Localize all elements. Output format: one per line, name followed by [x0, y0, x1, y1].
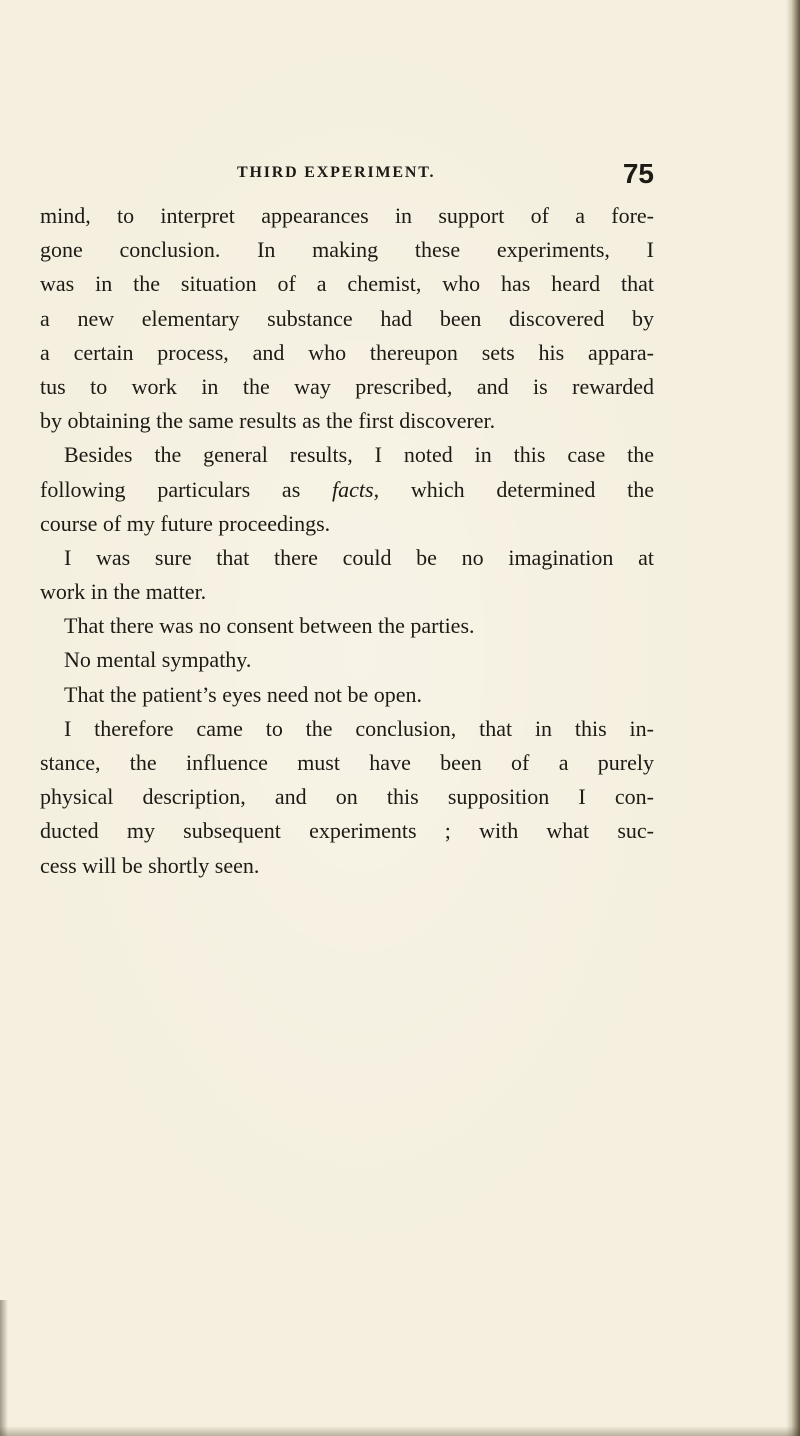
- text-line: was in the situation of a chemist, who has heard that: [40, 271, 654, 297]
- text-line: ducted my subsequent experiments ; with what suc-: [40, 818, 654, 844]
- text-line: physical description, and on this supposition I con-: [40, 784, 654, 810]
- text-line: work in the matter.: [40, 579, 207, 605]
- body-text: [40, 199, 654, 883]
- page-number: 75: [622, 158, 654, 189]
- text-line: cess will be shortly seen.: [40, 852, 260, 878]
- text-line: No mental sympathy.: [64, 647, 252, 673]
- page-header: [40, 158, 654, 192]
- text-line: tus to work in the way prescribed, and is rewarded: [40, 373, 654, 399]
- page-gutter-shadow: [0, 1300, 8, 1436]
- text-line: course of my future proceedings.: [40, 510, 331, 536]
- text-line: gone conclusion. In making these experiments, I: [40, 237, 654, 263]
- text-line: That there was no consent between the parties.: [64, 613, 475, 639]
- text-line: by obtaining the same results as the first discoverer.: [40, 408, 496, 434]
- text-line: I therefore came to the conclusion, that in this in-: [64, 715, 654, 741]
- text-segment: following particulars as: [40, 476, 301, 502]
- text-line: I was sure that there could be no imagination at: [64, 544, 654, 570]
- text-line: Besides the general results, I noted in this case the: [64, 442, 654, 468]
- text-line-with-italic: [40, 473, 654, 507]
- page-edge-shadow: [786, 0, 800, 1436]
- text-line: stance, the influence must have been of a purely: [40, 750, 654, 775]
- text-line: a new elementary substance had been discovered by: [40, 305, 654, 331]
- text-line: mind, to interpret appearances in support of a fore-: [40, 203, 654, 228]
- text-line: That the patient’s eyes need not be open.: [64, 681, 422, 707]
- text-line: a certain process, and who thereupon sets his appara-: [40, 339, 654, 365]
- running-head: THIRD EXPERIMENT.: [237, 164, 436, 181]
- italic-word: facts: [332, 476, 374, 502]
- page-bottom-shadow: [0, 1426, 800, 1436]
- text-segment: , which determined the: [373, 476, 654, 502]
